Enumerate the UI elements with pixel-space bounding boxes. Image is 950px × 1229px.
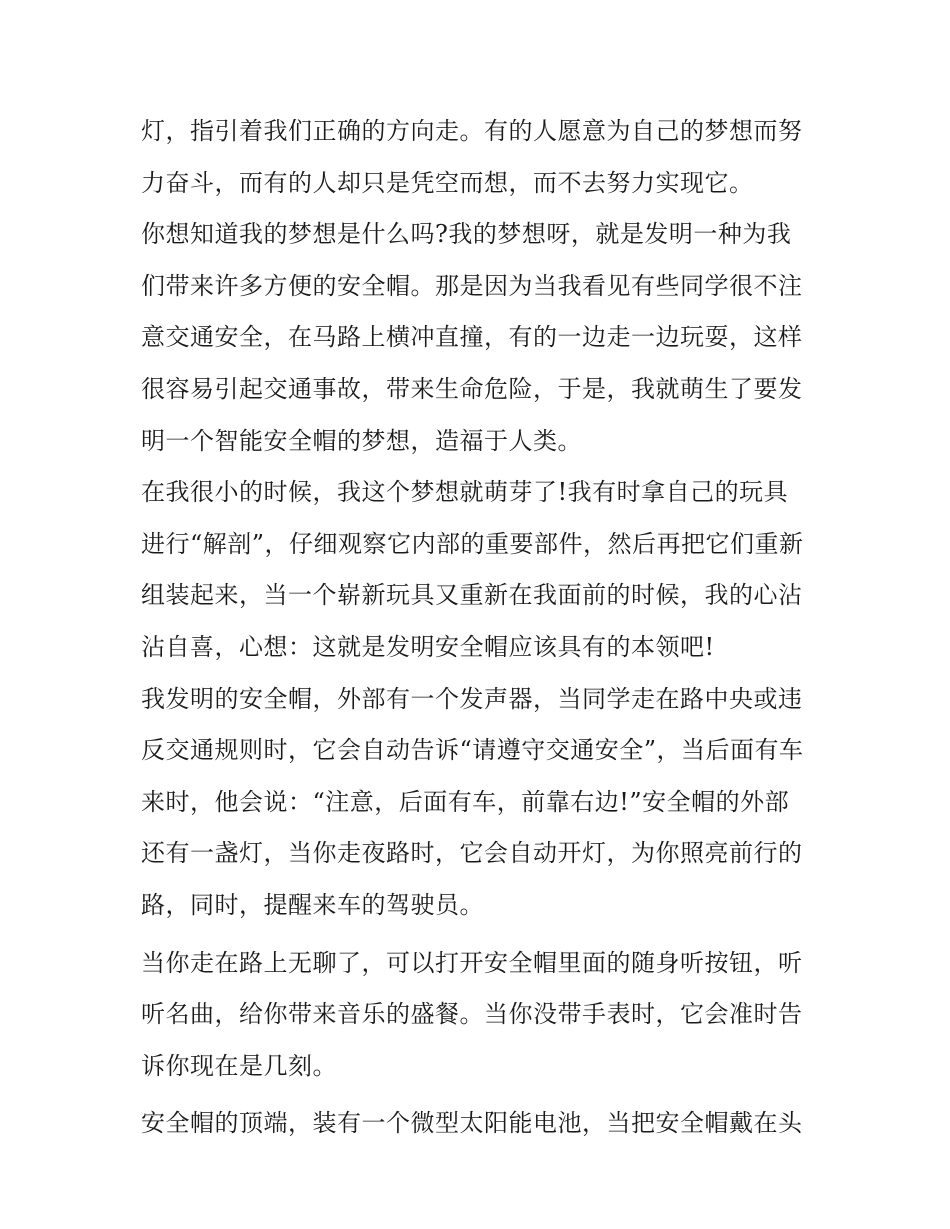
text-line: 路，同时，提醒来车的驾驶员。 <box>141 890 484 919</box>
text-line: 来时，他会说：“注意，后面有车，前靠右边!”安全帽的外部 <box>141 787 790 816</box>
text-line: 明一个智能安全帽的梦想，造福于人类。 <box>141 426 582 455</box>
text-line: 很容易引起交通事故，带来生命危险，于是，我就萌生了要发 <box>141 374 803 403</box>
text-line: 我发明的安全帽，外部有一个发声器，当同学走在路中央或违 <box>141 684 803 713</box>
text-line: 反交通规则时，它会自动告诉“请遵守交通安全”，当后面有车 <box>141 736 804 765</box>
text-line: 在我很小的时候，我这个梦想就萌芽了!我有时拿自己的玩具 <box>141 478 789 507</box>
text-line: 诉你现在是几刻。 <box>141 1051 337 1080</box>
text-line: 沾自喜，心想：这就是发明安全帽应该具有的本领吧! <box>141 632 715 661</box>
text-line: 进行“解剖”，仔细观察它内部的重要部件，然后再把它们重新 <box>141 529 804 558</box>
text-line: 意交通安全，在马路上横冲直撞，有的一边走一边玩耍，这样 <box>141 323 803 352</box>
paragraph-5 <box>141 941 821 1096</box>
text-line: 们带来许多方便的安全帽。那是因为当我看见有些同学很不注 <box>141 271 803 300</box>
text-line: 还有一盏灯，当你走夜路时，它会自动开灯，为你照亮前行的 <box>141 839 803 868</box>
paragraph-4 <box>141 677 821 935</box>
text-line: 当你走在路上无聊了，可以打开安全帽里面的随身听按钮，听 <box>141 948 803 977</box>
text-line: 安全帽的顶端，装有一个微型太阳能电池，当把安全帽戴在头 <box>141 1109 803 1138</box>
paragraph-3 <box>141 470 821 676</box>
paragraph-1 <box>141 109 821 212</box>
text-line: 你想知道我的梦想是什么吗?我的梦想呀，就是发明一种为我 <box>141 220 792 249</box>
text-line: 灯，指引着我们正确的方向走。有的人愿意为自己的梦想而努 <box>141 117 803 145</box>
document-body <box>141 109 821 1153</box>
paragraph-2 <box>141 212 821 470</box>
text-line: 力奋斗，而有的人却只是凭空而想，而不去努力实现它。 <box>141 168 754 197</box>
text-line: 听名曲，给你带来音乐的盛餐。当你没带手表时，它会准时告 <box>141 1000 803 1029</box>
text-line: 组装起来，当一个崭新玩具又重新在我面前的时候，我的心沾 <box>141 581 803 610</box>
paragraph-6 <box>141 1101 821 1153</box>
